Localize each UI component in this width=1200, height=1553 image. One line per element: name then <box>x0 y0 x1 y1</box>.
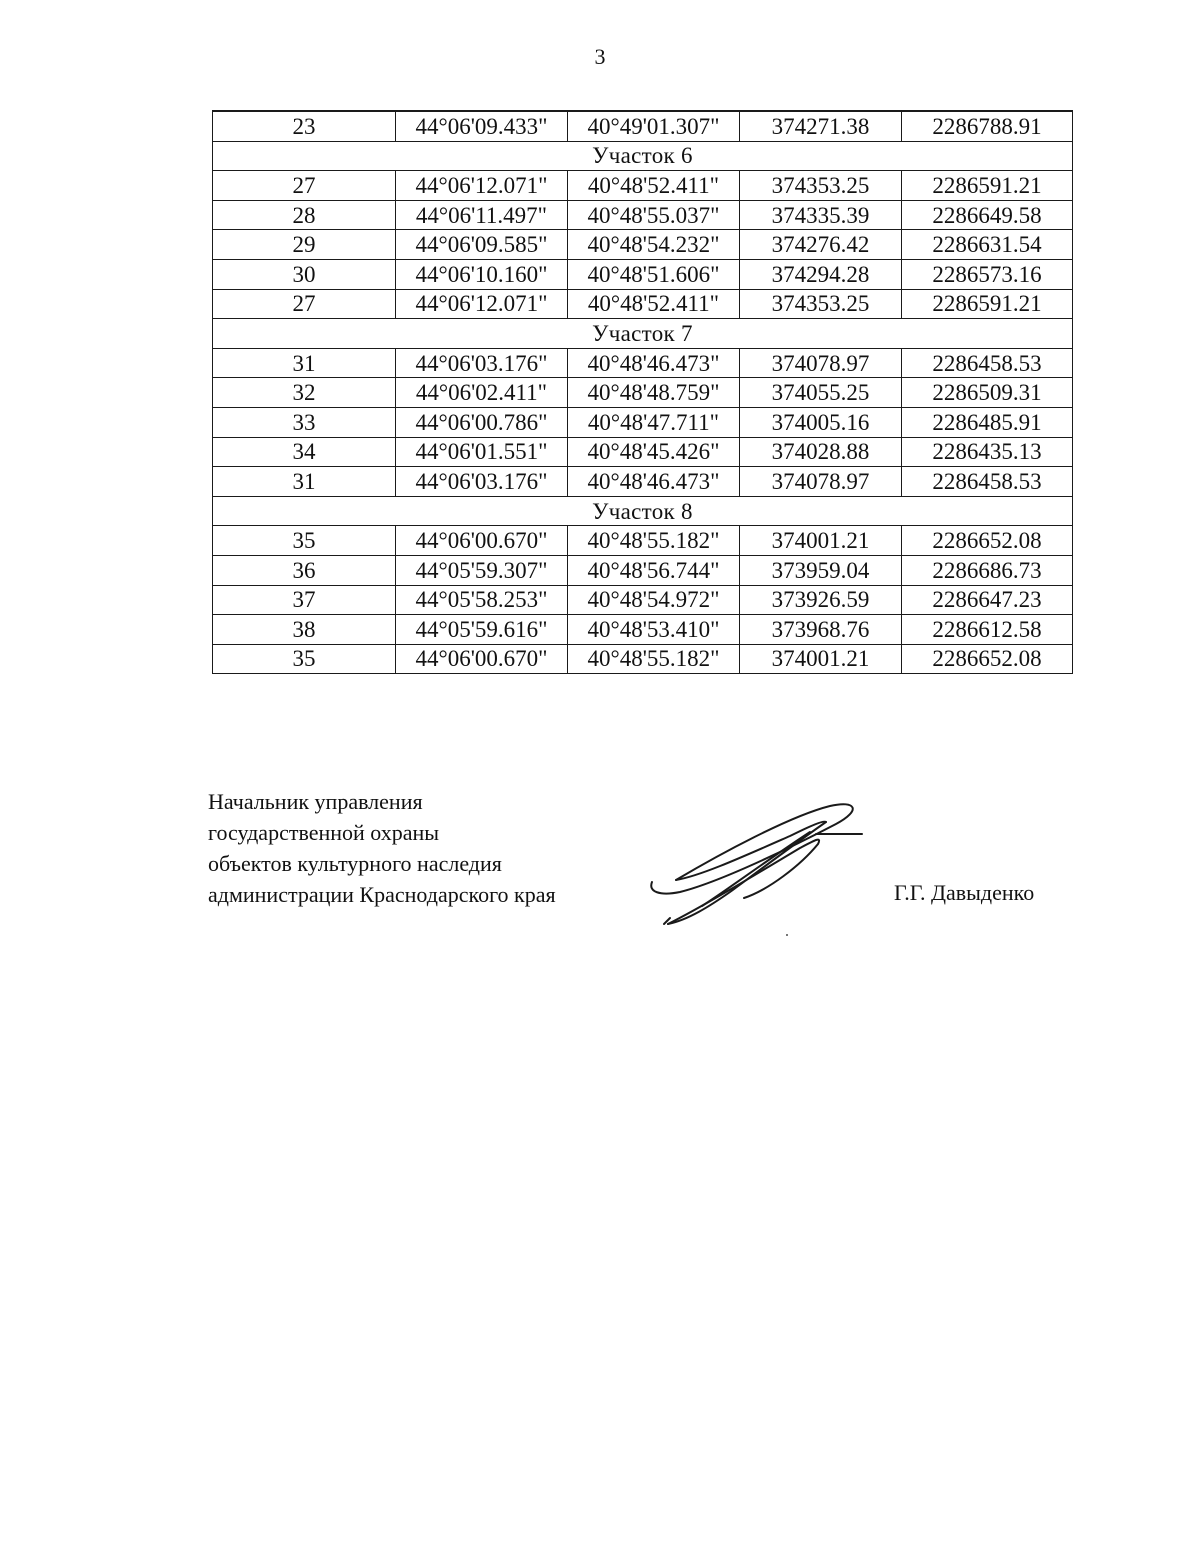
section-label: Участок 7 <box>213 319 1073 349</box>
y-coordinate-cell: 2286573.16 <box>902 259 1073 289</box>
point-number-cell: 30 <box>213 259 396 289</box>
point-number-cell: 27 <box>213 171 396 201</box>
latitude-cell: 44°06'10.160" <box>396 259 568 289</box>
longitude-cell: 40°48'52.411" <box>568 171 740 201</box>
y-coordinate-cell: 2286591.21 <box>902 171 1073 201</box>
table-row <box>213 289 1073 319</box>
longitude-cell: 40°48'54.972" <box>568 585 740 615</box>
section-label: Участок 8 <box>213 496 1073 526</box>
latitude-cell: 44°06'09.585" <box>396 230 568 260</box>
latitude-cell: 44°06'11.497" <box>396 200 568 230</box>
table-row <box>213 615 1073 645</box>
longitude-cell: 40°48'54.232" <box>568 230 740 260</box>
table-row <box>213 644 1073 674</box>
section-row <box>213 141 1073 171</box>
x-coordinate-cell: 374294.28 <box>740 259 902 289</box>
y-coordinate-cell: 2286649.58 <box>902 200 1073 230</box>
longitude-cell: 40°48'56.744" <box>568 555 740 585</box>
longitude-cell: 40°48'51.606" <box>568 259 740 289</box>
section-label: Участок 6 <box>213 141 1073 171</box>
table-row <box>213 467 1073 497</box>
y-coordinate-cell: 2286435.13 <box>902 437 1073 467</box>
point-number-cell: 27 <box>213 289 396 319</box>
table-row <box>213 259 1073 289</box>
point-number-cell: 23 <box>213 111 396 141</box>
x-coordinate-cell: 374276.42 <box>740 230 902 260</box>
latitude-cell: 44°06'01.551" <box>396 437 568 467</box>
y-coordinate-cell: 2286652.08 <box>902 526 1073 556</box>
latitude-cell: 44°06'00.670" <box>396 644 568 674</box>
longitude-cell: 40°48'45.426" <box>568 437 740 467</box>
point-number-cell: 35 <box>213 644 396 674</box>
signatory-position <box>208 786 556 910</box>
x-coordinate-cell: 374335.39 <box>740 200 902 230</box>
y-coordinate-cell: 2286591.21 <box>902 289 1073 319</box>
latitude-cell: 44°06'03.176" <box>396 467 568 497</box>
scan-speck <box>786 934 788 936</box>
table-row <box>213 230 1073 260</box>
longitude-cell: 40°48'52.411" <box>568 289 740 319</box>
point-number-cell: 29 <box>213 230 396 260</box>
coordinates-table-body <box>213 111 1073 674</box>
position-line: администрации Краснодарского края <box>208 882 556 907</box>
latitude-cell: 44°06'09.433" <box>396 111 568 141</box>
point-number-cell: 33 <box>213 407 396 437</box>
x-coordinate-cell: 374078.97 <box>740 348 902 378</box>
longitude-cell: 40°48'48.759" <box>568 378 740 408</box>
y-coordinate-cell: 2286631.54 <box>902 230 1073 260</box>
point-number-cell: 36 <box>213 555 396 585</box>
latitude-cell: 44°06'12.071" <box>396 289 568 319</box>
x-coordinate-cell: 373959.04 <box>740 555 902 585</box>
table-row <box>213 526 1073 556</box>
x-coordinate-cell: 374005.16 <box>740 407 902 437</box>
longitude-cell: 40°48'55.182" <box>568 644 740 674</box>
x-coordinate-cell: 374001.21 <box>740 644 902 674</box>
x-coordinate-cell: 374028.88 <box>740 437 902 467</box>
latitude-cell: 44°06'03.176" <box>396 348 568 378</box>
table-row <box>213 407 1073 437</box>
y-coordinate-cell: 2286652.08 <box>902 644 1073 674</box>
y-coordinate-cell: 2286612.58 <box>902 615 1073 645</box>
position-line: объектов культурного наследия <box>208 851 502 876</box>
longitude-cell: 40°48'46.473" <box>568 467 740 497</box>
latitude-cell: 44°06'00.670" <box>396 526 568 556</box>
coordinates-table <box>212 110 1073 674</box>
y-coordinate-cell: 2286686.73 <box>902 555 1073 585</box>
position-line: государственной охраны <box>208 820 440 845</box>
y-coordinate-cell: 2286485.91 <box>902 407 1073 437</box>
longitude-cell: 40°48'53.410" <box>568 615 740 645</box>
point-number-cell: 34 <box>213 437 396 467</box>
table-row <box>213 585 1073 615</box>
table-row <box>213 437 1073 467</box>
y-coordinate-cell: 2286509.31 <box>902 378 1073 408</box>
position-line: Начальник управления <box>208 789 423 814</box>
table-row <box>213 171 1073 201</box>
y-coordinate-cell: 2286788.91 <box>902 111 1073 141</box>
latitude-cell: 44°06'12.071" <box>396 171 568 201</box>
x-coordinate-cell: 374271.38 <box>740 111 902 141</box>
section-row <box>213 496 1073 526</box>
point-number-cell: 38 <box>213 615 396 645</box>
latitude-cell: 44°06'02.411" <box>396 378 568 408</box>
x-coordinate-cell: 374353.25 <box>740 289 902 319</box>
signer-name: Г.Г. Давыденко <box>894 880 1035 905</box>
table-row <box>213 200 1073 230</box>
longitude-cell: 40°48'47.711" <box>568 407 740 437</box>
table-row <box>213 555 1073 585</box>
y-coordinate-cell: 2286458.53 <box>902 348 1073 378</box>
section-row <box>213 319 1073 349</box>
point-number-cell: 35 <box>213 526 396 556</box>
longitude-cell: 40°48'55.037" <box>568 200 740 230</box>
y-coordinate-cell: 2286647.23 <box>902 585 1073 615</box>
x-coordinate-cell: 373926.59 <box>740 585 902 615</box>
handwritten-signature <box>640 796 870 936</box>
latitude-cell: 44°06'00.786" <box>396 407 568 437</box>
y-coordinate-cell: 2286458.53 <box>902 467 1073 497</box>
longitude-cell: 40°49'01.307" <box>568 111 740 141</box>
point-number-cell: 32 <box>213 378 396 408</box>
latitude-cell: 44°05'59.616" <box>396 615 568 645</box>
table-row <box>213 348 1073 378</box>
point-number-cell: 37 <box>213 585 396 615</box>
x-coordinate-cell: 374078.97 <box>740 467 902 497</box>
page-number: 3 <box>594 44 606 69</box>
table-row <box>213 378 1073 408</box>
longitude-cell: 40°48'55.182" <box>568 526 740 556</box>
point-number-cell: 31 <box>213 348 396 378</box>
x-coordinate-cell: 374001.21 <box>740 526 902 556</box>
table-row <box>213 111 1073 141</box>
longitude-cell: 40°48'46.473" <box>568 348 740 378</box>
x-coordinate-cell: 373968.76 <box>740 615 902 645</box>
x-coordinate-cell: 374055.25 <box>740 378 902 408</box>
latitude-cell: 44°05'59.307" <box>396 555 568 585</box>
latitude-cell: 44°05'58.253" <box>396 585 568 615</box>
x-coordinate-cell: 374353.25 <box>740 171 902 201</box>
point-number-cell: 31 <box>213 467 396 497</box>
point-number-cell: 28 <box>213 200 396 230</box>
